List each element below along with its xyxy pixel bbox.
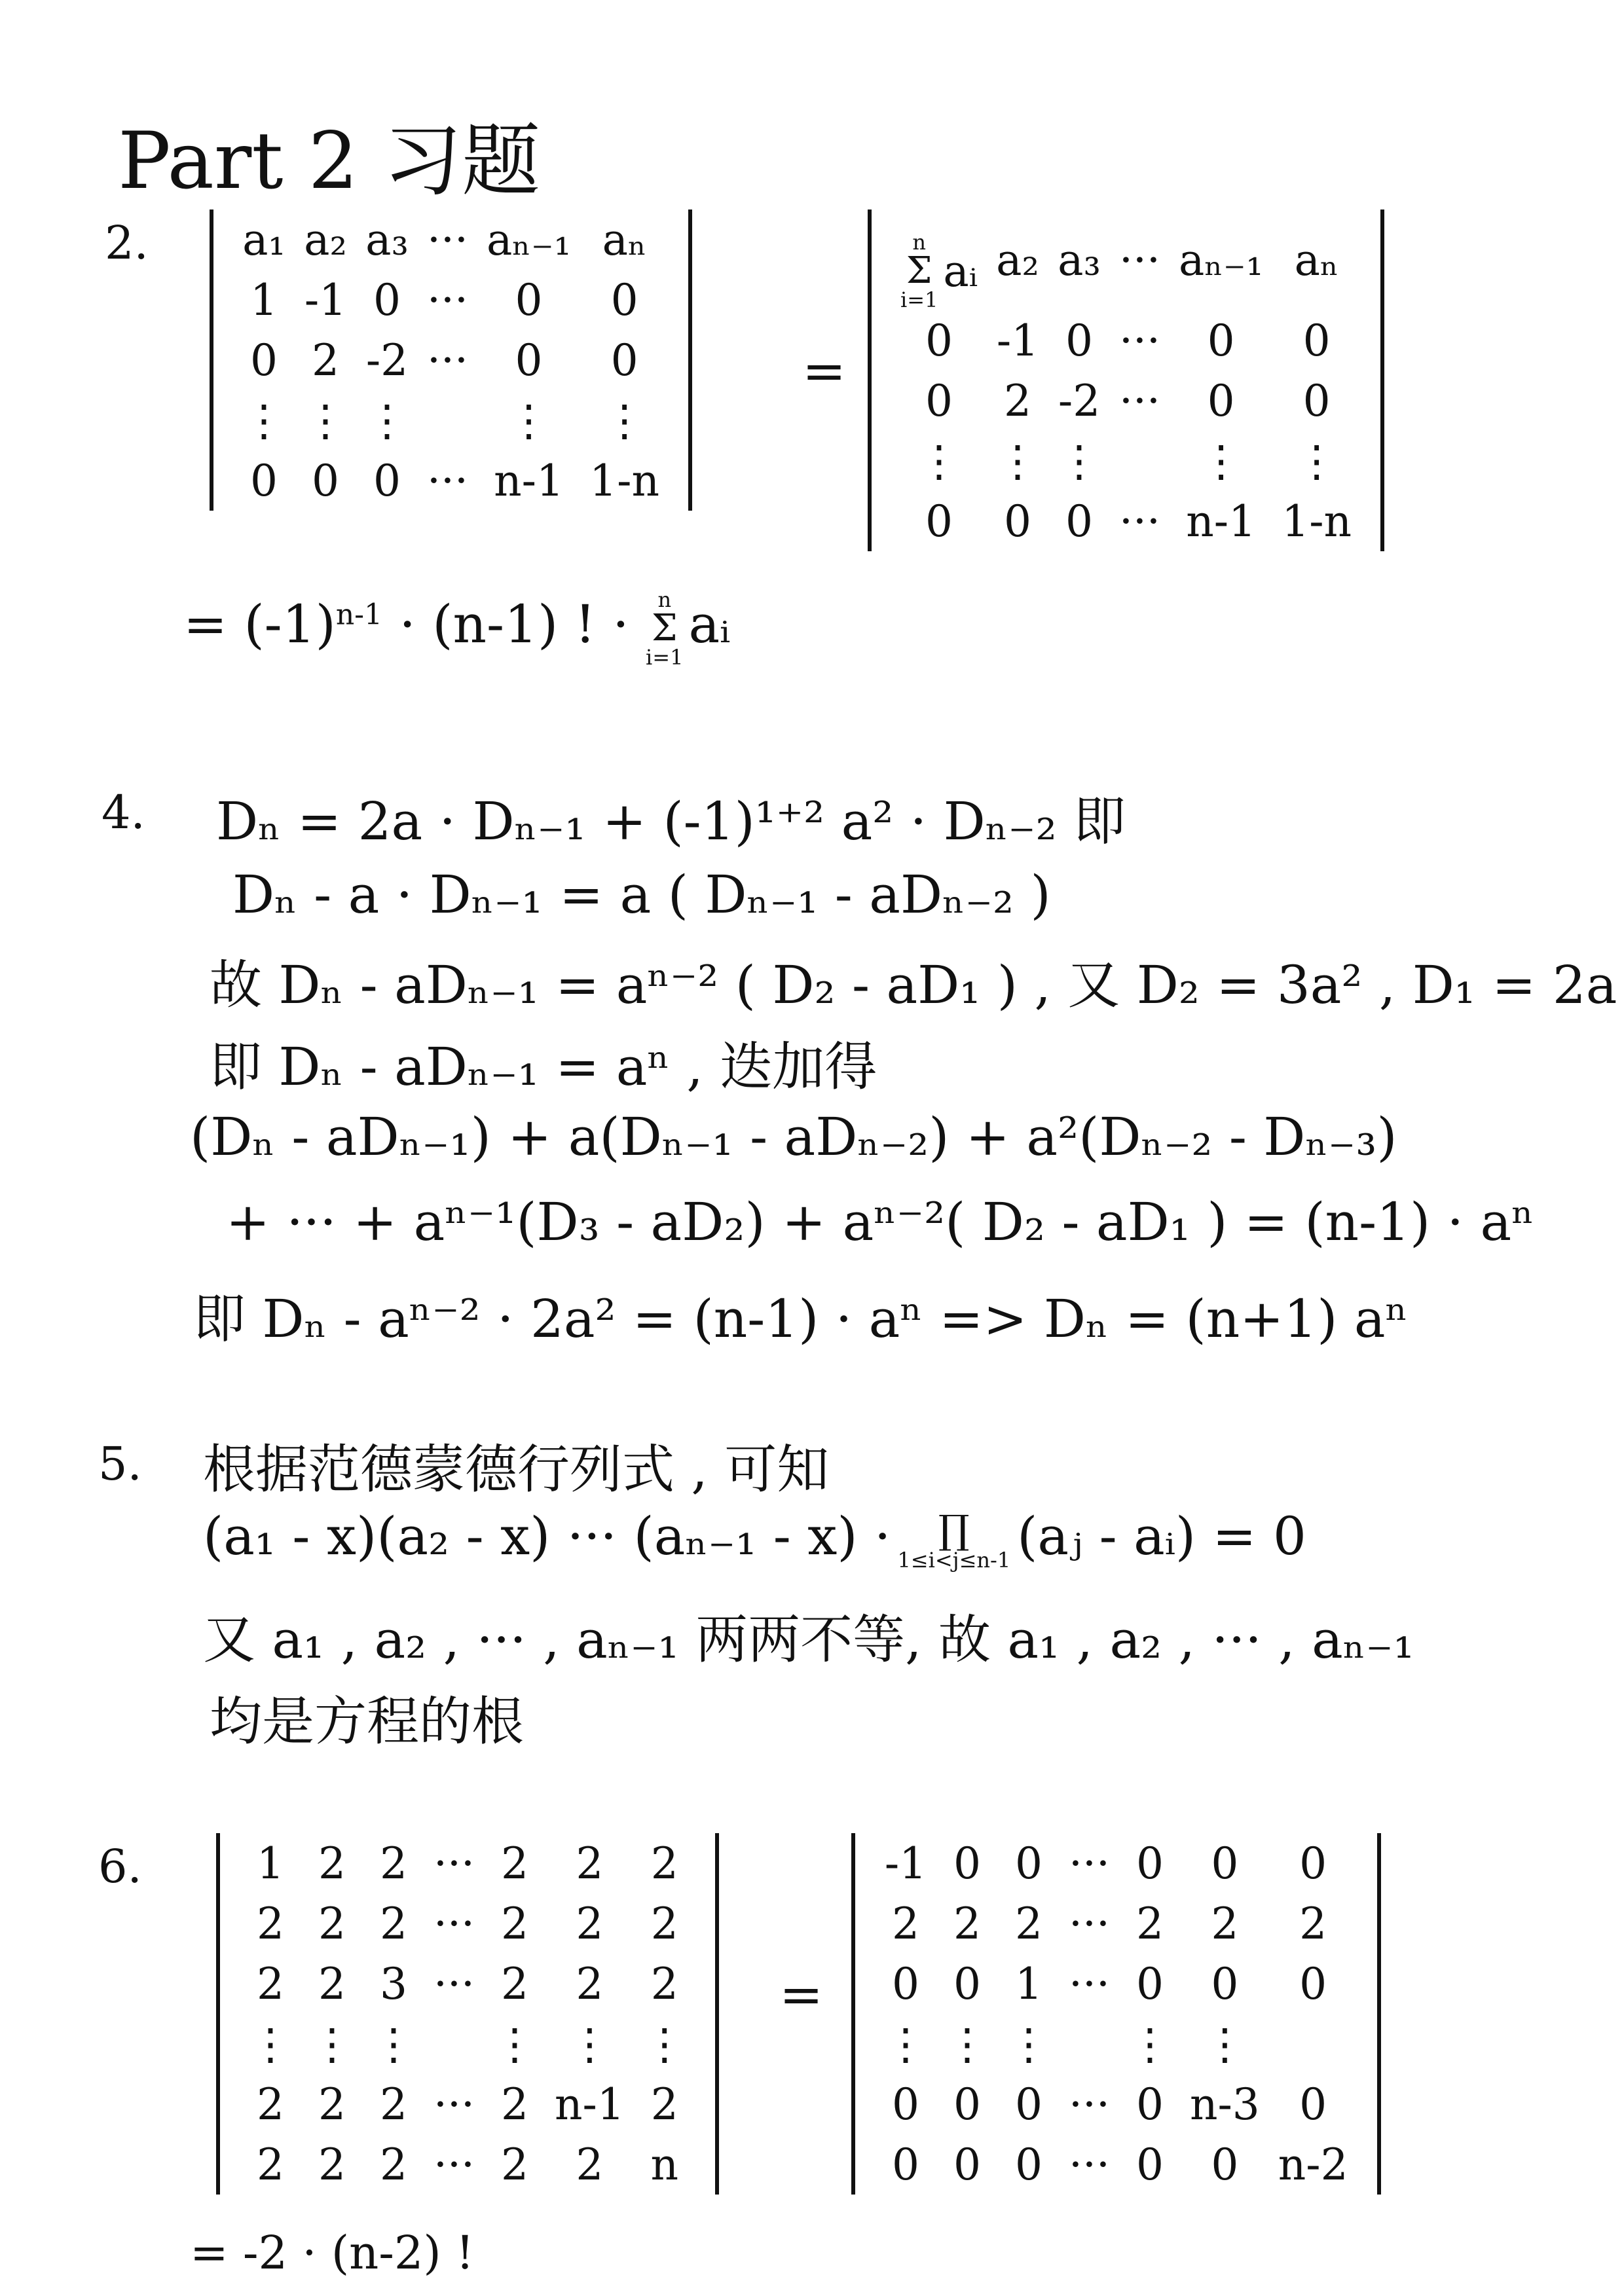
- matrix-cell: 2: [500, 2079, 528, 2130]
- matrix-cell: 2: [892, 1898, 919, 1949]
- matrix-cell: ···: [1119, 234, 1160, 285]
- matrix-cell: 0: [1211, 1838, 1239, 1889]
- matrix-row: [891, 491, 1361, 551]
- matrix-row: [875, 2134, 1357, 2195]
- matrix-cell: 2: [500, 1838, 528, 1889]
- matrix-cell: [1269, 2014, 1357, 2074]
- problem-2-number: 2.: [105, 216, 149, 270]
- matrix-cell: aₙ: [1294, 234, 1339, 285]
- matrix-cell: 0: [892, 2079, 919, 2130]
- matrix-cell: ⋮: [1203, 2018, 1247, 2069]
- matrix-cell: 2: [257, 1958, 284, 2009]
- matrix-cell: 2: [257, 2139, 284, 2190]
- matrix-cell: -1: [996, 315, 1039, 366]
- problem-6-left-matrix: [240, 1833, 695, 2195]
- matrix-cell: 0: [515, 274, 543, 325]
- matrix-cell: ···: [434, 1838, 475, 1889]
- matrix-cell: ⋮: [492, 2018, 536, 2069]
- matrix-cell: 2: [500, 1958, 528, 2009]
- sigma-glyph: Σ: [906, 249, 932, 292]
- result-exponent: n-1: [335, 598, 383, 632]
- matrix-cell: ⋮: [372, 2018, 415, 2069]
- matrix-cell: ⋮: [1058, 435, 1101, 486]
- matrix-row: [875, 2074, 1357, 2134]
- matrix-cell: n: [650, 2139, 679, 2190]
- matrix-cell: 2: [318, 1838, 346, 1889]
- problem-2-result: [183, 589, 730, 668]
- matrix-cell: 2: [650, 1898, 678, 1949]
- matrix-cell: 0: [1065, 315, 1094, 366]
- matrix-cell: 2: [380, 2139, 407, 2190]
- matrix-cell: 2: [257, 2079, 284, 2130]
- matrix-cell: a₂: [304, 214, 347, 265]
- matrix-cell: 1: [1015, 1958, 1043, 2009]
- matrix-row: [891, 210, 1361, 310]
- matrix-cell: ···: [427, 214, 468, 265]
- problem-4-number: 4.: [101, 786, 145, 839]
- matrix-row: [240, 1893, 695, 1954]
- problem-2-right-matrix: [891, 210, 1361, 551]
- matrix-cell: 0: [925, 496, 953, 547]
- matrix-row: [240, 1833, 695, 1893]
- matrix-cell: 0: [953, 1838, 981, 1889]
- matrix-cell: ⋮: [1295, 435, 1338, 486]
- problem-5-line-2: [203, 1506, 1306, 1571]
- matrix-row: [233, 390, 669, 450]
- problem-6-number: 6.: [98, 1840, 142, 1893]
- matrix-cell: n-1: [554, 2079, 625, 2130]
- problem-5-line-3: 又 a₁ , a₂ , ··· , aₙ₋₁ 两两不等, 故 a₁ , a₂ , ··· , aₙ₋₁: [203, 1609, 1414, 1670]
- matrix-cell: ···: [427, 274, 468, 325]
- matrix-cell: 0: [925, 315, 953, 366]
- matrix-cell: 2: [318, 1958, 346, 2009]
- matrix-cell: 0: [1135, 1958, 1164, 2009]
- matrix-cell: -2: [1058, 375, 1101, 426]
- matrix-cell: 0: [1211, 1958, 1239, 2009]
- matrix-cell: 2: [1004, 375, 1032, 426]
- matrix-cell: [424, 2014, 484, 2074]
- matrix-cell: a₃: [1058, 234, 1101, 285]
- matrix-cell: ⋮: [1007, 2018, 1050, 2069]
- problem-4-line-7: 即 Dₙ - aⁿ⁻² · 2a² = (n-1) · aⁿ => Dₙ = (n+1) aⁿ: [193, 1288, 1409, 1349]
- product-left: (a₁ - x)(a₂ - x) ··· (aₙ₋₁ - x) ·: [203, 1506, 891, 1567]
- matrix-cell: 0: [250, 455, 278, 506]
- matrix-cell: 0: [892, 2139, 919, 2190]
- matrix-cell: ⋮: [365, 395, 409, 446]
- matrix-cell: ···: [434, 1898, 475, 1949]
- problem-6-result: = -2 · (n-2) !: [190, 2226, 475, 2280]
- matrix-cell: ⋮: [304, 395, 347, 446]
- matrix-cell: 2: [576, 1958, 604, 2009]
- matrix-cell: ···: [1119, 375, 1160, 426]
- problem-2-right-determinant: [868, 210, 1384, 551]
- matrix-cell: 2: [650, 1958, 678, 2009]
- matrix-cell: n-3: [1189, 2079, 1260, 2130]
- matrix-row: [233, 210, 669, 270]
- matrix-cell: [1110, 431, 1170, 491]
- matrix-cell: 2: [380, 1838, 407, 1889]
- matrix-cell: ···: [427, 455, 468, 506]
- problem-4-line-2: Dₙ - a · Dₙ₋₁ = a ( Dₙ₋₁ - aDₙ₋₂ ): [232, 864, 1051, 925]
- matrix-cell: ⋮: [642, 2018, 686, 2069]
- matrix-cell: 0: [373, 274, 401, 325]
- problem-5-number: 5.: [98, 1437, 142, 1491]
- problem-5-line-1: 根据范德蒙德行列式 , 可知: [203, 1439, 830, 1500]
- matrix-cell: ···: [1069, 1838, 1110, 1889]
- matrix-cell: 1-n: [1282, 496, 1352, 547]
- matrix-cell: ⋮: [1199, 435, 1243, 486]
- matrix-cell: 2: [318, 2139, 346, 2190]
- product-range: 1≤i<j≤n-1: [897, 1548, 1011, 1573]
- matrix-cell: 2: [650, 1838, 678, 1889]
- matrix-cell: ···: [434, 2079, 475, 2130]
- sum-upper: n: [912, 230, 926, 255]
- matrix-cell: ···: [434, 1958, 475, 2009]
- matrix-row: [240, 2134, 695, 2195]
- matrix-cell: 2: [1015, 1898, 1043, 1949]
- matrix-cell: 2: [953, 1898, 981, 1949]
- problem-4-line-6: + ··· + aⁿ⁻¹(D₃ - aD₂) + aⁿ⁻²( D₂ - aD₁ ) = (n-1) · aⁿ: [226, 1192, 1534, 1252]
- matrix-cell: ⋮: [242, 395, 286, 446]
- matrix-cell: [418, 390, 477, 450]
- matrix-cell: [1060, 2014, 1119, 2074]
- matrix-cell: 2: [500, 2139, 528, 2190]
- matrix-cell: a₂: [996, 234, 1039, 285]
- matrix-row: [875, 1954, 1357, 2014]
- matrix-cell: 2: [576, 1838, 604, 1889]
- matrix-cell: a₃: [365, 214, 409, 265]
- sum-term: aᵢ: [943, 246, 978, 297]
- matrix-cell: ···: [434, 2139, 475, 2190]
- matrix-cell: 2: [257, 1898, 284, 1949]
- matrix-cell: 1: [250, 274, 278, 325]
- matrix-cell: 0: [1211, 2139, 1239, 2190]
- matrix-row: [875, 1893, 1357, 1954]
- matrix-row: [891, 371, 1361, 431]
- matrix-cell: 0: [1135, 1838, 1164, 1889]
- sum-symbol: [646, 589, 683, 668]
- matrix-cell: 0: [1302, 375, 1331, 426]
- matrix-cell: ⋮: [996, 435, 1040, 486]
- matrix-cell: 3: [380, 1958, 407, 2009]
- matrix-cell: ···: [427, 335, 468, 386]
- matrix-cell: ⋮: [507, 395, 551, 446]
- matrix-cell: 0: [1299, 2079, 1327, 2130]
- matrix-cell: -1: [884, 1838, 927, 1889]
- matrix-cell: 0: [1004, 496, 1032, 547]
- matrix-row: [240, 1954, 695, 2014]
- matrix-row: [891, 431, 1361, 491]
- matrix-cell: 1-n: [589, 455, 659, 506]
- sigma-glyph: Σ: [651, 607, 678, 649]
- matrix-row: [233, 270, 669, 330]
- sum-upper: n: [657, 587, 672, 612]
- matrix-cell: 2: [318, 2079, 346, 2130]
- matrix-cell: 0: [1135, 2139, 1164, 2190]
- matrix-cell: 2: [318, 1898, 346, 1949]
- result-mid: · (n-1) ! ·: [382, 594, 646, 655]
- matrix-cell: a₁: [242, 214, 286, 265]
- matrix-cell: 2: [312, 335, 339, 386]
- matrix-cell: ···: [1069, 1958, 1110, 2009]
- matrix-row: [875, 2014, 1357, 2074]
- problem-6-right-determinant: [851, 1833, 1381, 2195]
- matrix-cell: ···: [1119, 496, 1160, 547]
- matrix-cell: 1: [257, 1838, 284, 1889]
- matrix-cell: 0: [312, 455, 339, 506]
- product-symbol: [897, 1507, 1011, 1573]
- matrix-cell: 0: [1015, 2139, 1043, 2190]
- matrix-cell: 0: [1015, 1838, 1043, 1889]
- matrix-cell: ···: [1119, 315, 1160, 366]
- sum-lower: i=1: [646, 645, 684, 670]
- result-prefix: = (-1): [183, 594, 336, 655]
- matrix-cell: 2: [380, 2079, 407, 2130]
- matrix-cell: ···: [1069, 2079, 1110, 2130]
- matrix-row: [233, 450, 669, 511]
- matrix-cell: 0: [1015, 2079, 1043, 2130]
- matrix-cell: 0: [250, 335, 278, 386]
- matrix-cell: 0: [953, 2139, 981, 2190]
- matrix-cell: ⋮: [946, 2018, 989, 2069]
- matrix-cell: aₙ: [602, 214, 647, 265]
- matrix-cell: ⋮: [884, 2018, 927, 2069]
- sum-lower: i=1: [900, 287, 938, 312]
- product-right: (aⱼ - aᵢ) = 0: [1017, 1506, 1306, 1567]
- matrix-cell: aₙ₋₁: [1179, 234, 1264, 285]
- matrix-cell: 0: [953, 2079, 981, 2130]
- problem-4-line-1: Dₙ = 2a · Dₙ₋₁ + (-1)¹⁺² a² · Dₙ₋₂ 即: [216, 791, 1126, 852]
- matrix-cell: 0: [1135, 2079, 1164, 2130]
- problem-6-left-determinant: [216, 1833, 719, 2195]
- matrix-cell: ⋮: [310, 2018, 354, 2069]
- matrix-cell: ⋮: [1128, 2018, 1172, 2069]
- matrix-cell: 0: [1299, 1838, 1327, 1889]
- matrix-row: [233, 330, 669, 390]
- matrix-row: [891, 310, 1361, 371]
- problem-4-line-3: 故 Dₙ - aDₙ₋₁ = aⁿ⁻² ( D₂ - aD₁ ) , 又 D₂ = 3a² , D₁ = 2a: [210, 955, 1617, 1015]
- matrix-cell: 2: [576, 2139, 604, 2190]
- matrix-cell: 0: [1207, 375, 1235, 426]
- matrix-cell: 2: [576, 1898, 604, 1949]
- matrix-cell: 2: [380, 1898, 407, 1949]
- matrix-cell: 0: [953, 1958, 981, 2009]
- matrix-cell: 0: [1302, 315, 1331, 366]
- matrix-cell: aₙ₋₁: [486, 214, 572, 265]
- matrix-cell: -1: [304, 274, 347, 325]
- problem-4-line-4: 即 Dₙ - aDₙ₋₁ = aⁿ , 迭加得: [210, 1036, 877, 1097]
- matrix-cell: n-1: [494, 455, 564, 506]
- matrix-row: [240, 2014, 695, 2074]
- matrix-cell: 2: [500, 1898, 528, 1949]
- problem-2-left-determinant: [210, 210, 692, 511]
- matrix-row: [240, 2074, 695, 2134]
- problem-2-equals: =: [802, 340, 847, 401]
- matrix-cell: 0: [925, 375, 953, 426]
- sum-ai-cell: [891, 210, 987, 310]
- matrix-cell: 0: [1065, 496, 1094, 547]
- matrix-cell: n-1: [1186, 496, 1256, 547]
- matrix-cell: 0: [610, 274, 638, 325]
- problem-4-line-5: (Dₙ - aDₙ₋₁) + a(Dₙ₋₁ - aDₙ₋₂) + a²(Dₙ₋₂ - Dₙ₋₃): [190, 1106, 1397, 1167]
- page-title: Part 2 习题: [118, 116, 541, 207]
- matrix-cell: ···: [1069, 1898, 1110, 1949]
- matrix-cell: -2: [365, 335, 409, 386]
- problem-2-left-matrix: [233, 210, 669, 511]
- matrix-cell: 0: [610, 335, 638, 386]
- problem-5-line-4: 均是方程的根: [210, 1691, 524, 1752]
- problem-6-equals: =: [779, 1964, 824, 2025]
- matrix-cell: ⋮: [249, 2018, 292, 2069]
- matrix-cell: n-2: [1278, 2139, 1348, 2190]
- matrix-cell: 2: [650, 2079, 678, 2130]
- matrix-cell: ···: [1069, 2139, 1110, 2190]
- matrix-row: [875, 1833, 1357, 1893]
- matrix-cell: 0: [1207, 315, 1235, 366]
- pi-glyph: ∏: [938, 1507, 970, 1553]
- matrix-cell: ⋮: [917, 435, 961, 486]
- matrix-cell: ⋮: [568, 2018, 612, 2069]
- matrix-cell: 2: [1135, 1898, 1164, 1949]
- matrix-cell: ⋮: [602, 395, 646, 446]
- matrix-cell: 0: [515, 335, 543, 386]
- matrix-cell: 2: [1211, 1898, 1239, 1949]
- matrix-cell: 0: [1299, 1958, 1327, 2009]
- problem-6-right-matrix: [875, 1833, 1357, 2195]
- matrix-cell: 0: [892, 1958, 919, 2009]
- sum-symbol: [900, 232, 938, 310]
- result-tail: aᵢ: [688, 594, 731, 655]
- matrix-cell: 0: [373, 455, 401, 506]
- matrix-cell: 2: [1299, 1898, 1327, 1949]
